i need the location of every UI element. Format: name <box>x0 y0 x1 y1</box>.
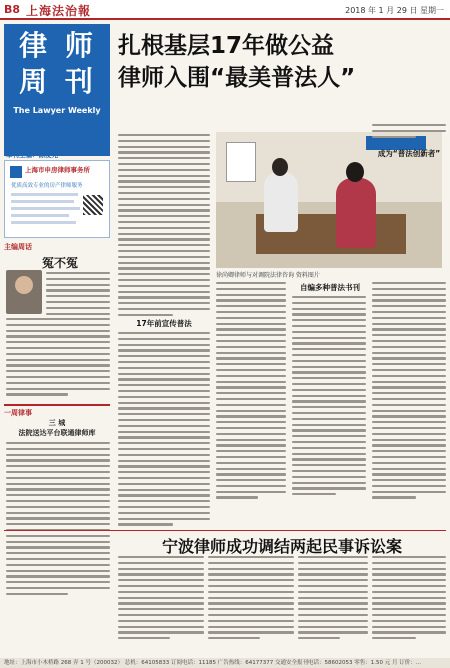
page-header <box>0 0 450 20</box>
article-col4 <box>372 282 446 502</box>
bottom-headline: 宁波律师成功调结两起民事诉讼案 <box>161 537 402 556</box>
firm-logo-icon <box>10 166 22 178</box>
issue-date: 2018 年 1 月 29 日 星期一 <box>345 6 444 15</box>
main-headline-line1: 扎根基层17年做公益 <box>118 33 335 59</box>
bottom-col4 <box>372 556 446 643</box>
bottom-col3 <box>298 556 368 643</box>
main-headline <box>118 30 446 94</box>
article-subhead-2: 自编多种普法书刊 <box>300 283 360 292</box>
lawyer-weekly-banner <box>4 24 110 156</box>
article-col2 <box>216 282 286 502</box>
main-headline-line2: 律师入围“最美普法人” <box>118 65 356 91</box>
law-firm-ad <box>4 160 110 238</box>
section-divider <box>4 530 446 531</box>
article-col1-bottom <box>118 332 210 529</box>
masthead-title: 上海法治報 <box>26 4 92 18</box>
qr-code-icon <box>83 195 103 215</box>
editor-credit: 本刊主编：陈发光 <box>6 151 58 159</box>
banner-title-line2: 周 刊 <box>19 65 97 98</box>
bottom-col2 <box>208 556 294 643</box>
editor-portrait <box>6 270 42 314</box>
banner-english-title: The Lawyer Weekly <box>13 106 101 115</box>
article-subhead-3: 成为“普法创新者” <box>377 149 441 158</box>
article-col5-top <box>372 124 446 141</box>
firm-name: 上海市申房律师事务所 <box>25 166 90 174</box>
side-section-tag: 一周律事 <box>4 404 110 418</box>
article-col3 <box>292 296 366 499</box>
article-col1 <box>118 134 210 320</box>
side-section-sub1: 三 城 <box>48 419 66 427</box>
column-title: 冤不冤 <box>41 256 78 270</box>
side-section-headline: 法院送达平台联通律师库 <box>18 429 96 437</box>
column-body <box>6 318 110 399</box>
column-body-wrap <box>46 272 110 318</box>
column-tag: 主编周话 <box>4 243 32 251</box>
bottom-col1 <box>118 556 204 643</box>
side-section-body <box>6 442 110 599</box>
banner-title-line1: 律 师 <box>19 29 97 62</box>
photo-caption: 徐尚卿律师与对调院法律咨询 资料图片 <box>216 272 320 279</box>
article-subhead-1: 17年前宣传普法 <box>136 319 192 328</box>
page-footer: 地址：上海市小木桥路 268 弄 1 号（200032） 总机：64105833 订阅电话：11185 广告热线：64177377 交通安全报刊电话：58602053 零售：1.50 元 月 订价：... <box>0 658 450 668</box>
page-number: B8 <box>4 3 21 16</box>
firm-tagline: 优质高效专业的房产律师服务 <box>11 183 83 189</box>
